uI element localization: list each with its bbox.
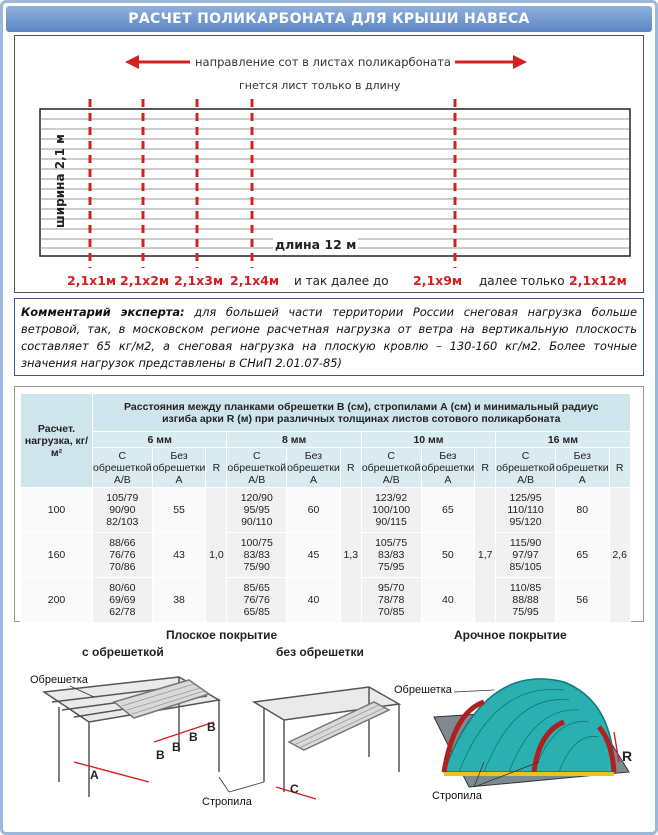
sub-without-8: Без обрешетки А xyxy=(287,449,340,486)
r-value-6: 1,0 xyxy=(206,488,227,623)
thickness-16: 16 мм xyxy=(496,432,630,448)
sub-with-16: С обрешеткой А/В xyxy=(496,449,555,486)
load-160: 160 xyxy=(21,533,93,578)
flat-roof-title: Плоское покрытие xyxy=(166,628,278,642)
thickness-6: 6 мм xyxy=(93,432,227,448)
length-label: длина 12 м xyxy=(275,237,357,252)
without-lathing-title: без обрешетки xyxy=(276,645,364,659)
dimension-b2: B xyxy=(172,740,181,754)
table-cell: 100/75 83/83 75/90 xyxy=(227,533,287,578)
thickness-10: 10 мм xyxy=(361,432,495,448)
sub-with-6: С обрешеткой А/В xyxy=(93,449,152,486)
table-cell: 55 xyxy=(152,488,206,533)
further-only-text: далее только xyxy=(479,274,565,288)
sub-r-6: R xyxy=(206,448,227,488)
arch-roof-drawing xyxy=(434,679,629,787)
table-cell: 80 xyxy=(555,488,609,533)
table-cell: 50 xyxy=(421,533,475,578)
sub-with-10: С обрешеткой А/В xyxy=(361,449,421,486)
with-lathing-title: с обрешеткой xyxy=(82,645,164,659)
cut-label-1: 2,1х1м xyxy=(67,273,117,288)
cut-label-2: 2,1х2м xyxy=(120,273,170,288)
table-cell: 105/75 83/83 75/95 xyxy=(361,533,421,578)
sub-r-8: R xyxy=(340,448,361,488)
sub-with-8: С обрешеткой А/В xyxy=(227,449,287,486)
table-cell: 120/90 95/95 90/110 xyxy=(227,488,287,533)
spacing-table-panel xyxy=(14,386,644,622)
thickness-8: 8 мм xyxy=(227,432,361,448)
table-cell: 45 xyxy=(287,533,341,578)
direction-text: направление сот в листах поликарбоната xyxy=(195,55,451,69)
table-cell: 65 xyxy=(421,488,475,533)
dimension-b1: B xyxy=(156,748,165,762)
table-cell: 40 xyxy=(287,578,341,623)
r-value-10: 1,7 xyxy=(475,488,496,623)
comment-text: для большей части территории России снеговая нагрузка больше ветровой, так, в московском регионе расчетная нагрузка от ветра на вертикальную плоскость составляет 65 кг/м2, а снеговая нагрузка на плоскую кровлю – 130-160 кг/м2. Более точные значения нагрузок представлены в СНиП 2.01.07-85) xyxy=(21,305,637,370)
dimension-c: C xyxy=(290,782,299,796)
lathing-label-flat: Обрешетка xyxy=(30,674,88,686)
load-100: 100 xyxy=(21,488,93,533)
table-cell: 88/66 76/76 70/86 xyxy=(93,533,153,578)
cut-label-3: 2,1х3м xyxy=(174,273,224,288)
table-cell: 115/90 97/97 85/105 xyxy=(496,533,556,578)
dimension-r: R xyxy=(622,748,633,764)
left-arrow-icon xyxy=(125,55,190,69)
dimension-a: A xyxy=(90,768,99,782)
table-cell: 60 xyxy=(287,488,341,533)
sub-r-10: R xyxy=(475,448,496,488)
dimension-b3: B xyxy=(189,730,198,744)
sub-without-10: Без обрешетки А xyxy=(421,449,475,486)
lathing-label-arch: Обрешетка xyxy=(394,684,452,696)
right-arrow-icon xyxy=(455,55,527,69)
polycarbonate-sheet xyxy=(40,109,630,256)
cut-label-4: 2,1х4м xyxy=(230,273,280,288)
table-cell: 40 xyxy=(421,578,475,623)
rafters-label-flat: Стропила xyxy=(202,796,252,808)
load-200: 200 xyxy=(21,578,93,623)
bend-text: гнется лист только в длину xyxy=(239,79,401,92)
table-cell: 125/95 110/110 95/120 xyxy=(496,488,556,533)
sheet-diagram xyxy=(15,36,643,292)
table-cell: 65 xyxy=(555,533,609,578)
table-cell: 95/70 78/78 70/85 xyxy=(361,578,421,623)
table-cell: 80/60 69/69 62/78 xyxy=(93,578,153,623)
table-cell: 105/79 90/90 82/103 xyxy=(93,488,153,533)
table-cell: 43 xyxy=(152,533,206,578)
and-so-on-text: и так далее до xyxy=(294,274,389,288)
cut-label-12: 2,1х12м xyxy=(569,273,627,288)
cut-label-9: 2,1х9м xyxy=(413,273,463,288)
table-cell: 85/65 76/76 65/85 xyxy=(227,578,287,623)
comment-label: Комментарий эксперта: xyxy=(21,305,185,319)
illustrations-panel xyxy=(14,622,644,827)
sub-without-16: Без обрешетки А xyxy=(555,449,609,486)
page-title: РАСЧЕТ ПОЛИКАРБОНАТА ДЛЯ КРЫШИ НАВЕСА xyxy=(6,6,652,32)
sheet-diagram-panel xyxy=(14,35,644,293)
flat-roof-without-lathing-drawing xyxy=(254,687,399,792)
r-value-8: 1,3 xyxy=(340,488,361,623)
arch-roof-title: Арочное покрытие xyxy=(454,628,567,642)
table-cell: 110/85 88/88 75/95 xyxy=(496,578,556,623)
table-cell: 56 xyxy=(555,578,609,623)
expert-comment xyxy=(14,298,644,376)
sub-r-16: R xyxy=(609,448,630,488)
table-cell: 123/92 100/100 90/115 xyxy=(361,488,421,533)
dimension-b4: B xyxy=(207,720,216,734)
load-header: Расчет. нагрузка, кг/м² xyxy=(21,394,93,488)
table-main-header: Расстояния между планками обрешетки В (см), стропилами А (см) и минимальный радиус изгиба арки R (м) при различных толщинах листов сотового поликарбоната xyxy=(93,394,631,432)
width-label: ширина 2,1 м xyxy=(53,134,67,228)
rafters-label-arch: Стропила xyxy=(432,790,482,802)
r-value-16: 2,6 xyxy=(609,488,630,623)
sub-without-6: Без обрешетки А xyxy=(152,449,206,486)
spacing-table xyxy=(20,393,631,623)
table-cell: 38 xyxy=(152,578,206,623)
